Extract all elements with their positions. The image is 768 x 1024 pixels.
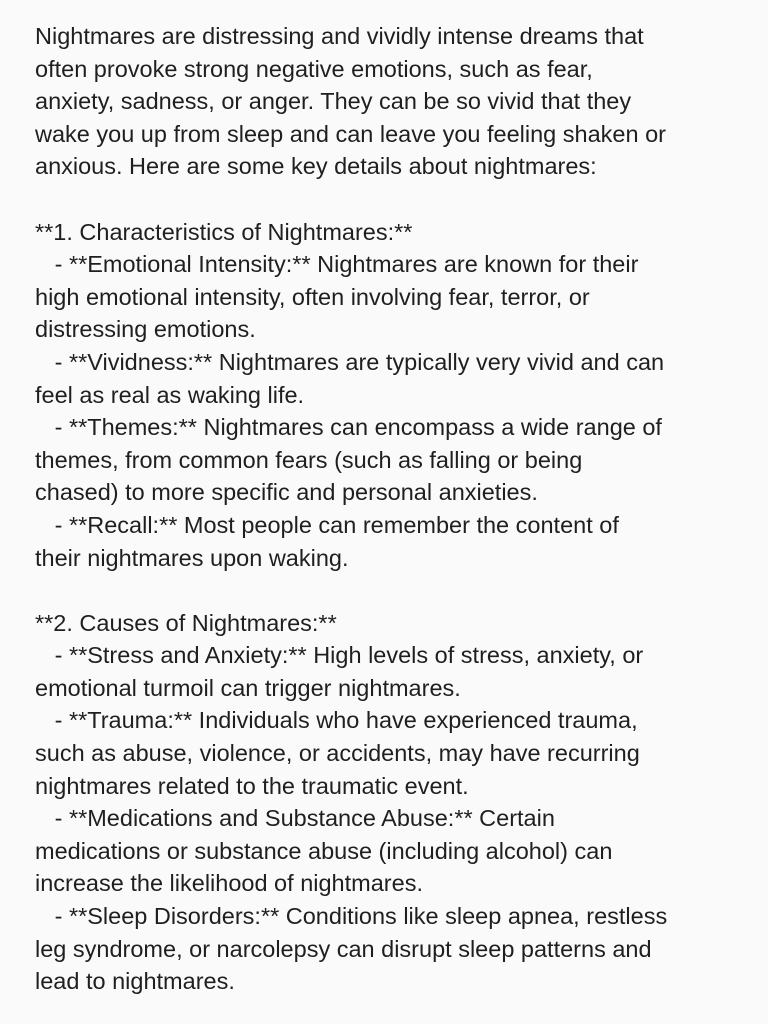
text-line: lead to nightmares. xyxy=(35,968,235,995)
text-line: medications or substance abuse (including alcohol) can xyxy=(35,837,613,864)
section-heading: **1. Characteristics of Nightmares:** xyxy=(35,218,413,245)
text-line: high emotional intensity, often involving fear, terror, or xyxy=(35,283,590,310)
text-line: - **Stress and Anxiety:** High levels of stress, anxiety, or xyxy=(35,642,644,669)
text-line: emotional turmoil can trigger nightmares. xyxy=(35,674,461,701)
text-line: - **Trauma:** Individuals who have experienced trauma, xyxy=(35,707,638,734)
text-line: nightmares related to the traumatic event. xyxy=(35,772,469,799)
text-line: anxious. Here are some key details about nightmares: xyxy=(35,153,597,180)
text-line: chased) to more specific and personal anxieties. xyxy=(35,479,538,506)
text-line: - **Vividness:** Nightmares are typically very vivid and can xyxy=(35,348,665,375)
text-line: - **Recall:** Most people can remember the content of xyxy=(35,511,619,538)
document-body xyxy=(35,20,745,998)
text-line: their nightmares upon waking. xyxy=(35,544,349,571)
text-line: distressing emotions. xyxy=(35,316,256,343)
text-line: - **Medications and Substance Abuse:** Certain xyxy=(35,805,555,832)
blank-line xyxy=(35,574,745,607)
text-line: feel as real as waking life. xyxy=(35,381,305,408)
text-line: - **Themes:** Nightmares can encompass a wide range of xyxy=(35,414,662,441)
text-line: - **Emotional Intensity:** Nightmares are known for their xyxy=(35,251,639,278)
text-line: wake you up from sleep and can leave you feeling shaken or xyxy=(35,120,666,147)
blank-line xyxy=(35,183,745,216)
text-line: often provoke strong negative emotions, such as fear, xyxy=(35,55,593,82)
text-line: increase the likelihood of nightmares. xyxy=(35,870,423,897)
section-heading: **2. Causes of Nightmares:** xyxy=(35,609,337,636)
text-line: such as abuse, violence, or accidents, may have recurring xyxy=(35,740,640,767)
text-line: leg syndrome, or narcolepsy can disrupt sleep patterns and xyxy=(35,935,652,962)
text-line: - **Sleep Disorders:** Conditions like sleep apnea, restless xyxy=(35,903,668,930)
text-line: anxiety, sadness, or anger. They can be so vivid that they xyxy=(35,88,632,115)
text-line: themes, from common fears (such as falling or being xyxy=(35,446,583,473)
text-line: Nightmares are distressing and vividly intense dreams that xyxy=(35,23,644,49)
